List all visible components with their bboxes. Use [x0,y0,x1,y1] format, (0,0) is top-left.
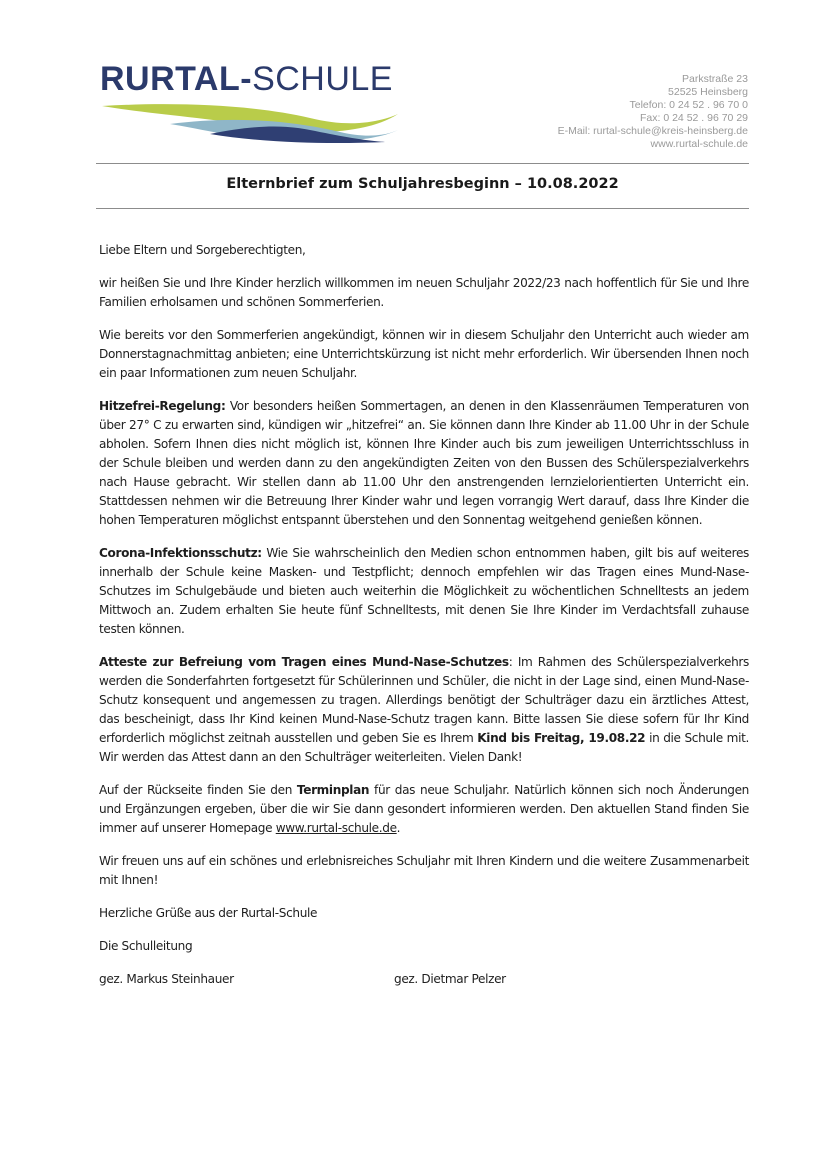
corona-label: Corona-Infektionsschutz: [99,546,262,560]
closing-greeting: Herzliche Grüße aus der Rurtal-Schule [99,906,318,920]
address-email: E-Mail: rurtal-schule@kreis-heinsberg.de [557,125,748,137]
header-divider-top [96,163,749,164]
certificates-tail: in die Schule mit. Wir werden das Attest dann an den Schulträger weiterleiten. Vielen Dank! [99,731,749,764]
paragraph-schedule: Wie bereits vor den Sommerferien angekündigt, können wir in diesem Schuljahr den Unterricht auch wieder am Donnerstagnachmittag anbieten; eine Unterrichtskürzung ist nicht mehr erforderlich. Wir übersenden Ihnen noch ein paar Informationen zum neuen Schuljahr. [99,328,749,380]
schedule-plan-label: Terminplan [296,783,370,797]
letter-title: Elternbrief zum Schuljahresbeginn – 10.08.2022 [226,176,619,192]
address-block [558,73,748,151]
address-street: Parkstraße 23 [682,73,748,85]
school-logo [100,60,400,144]
letter-body [99,241,749,989]
address-phone: Telefon: 0 24 52 . 96 70 0 [629,99,748,111]
paragraph-corona [99,544,749,639]
homepage-link[interactable]: www.rurtal-schule.de [275,821,397,835]
paragraph-heat-rule [99,397,749,530]
signature-steinhauer: gez. Markus Steinhauer [99,972,234,986]
signatures [99,970,749,989]
corona-text: Wie Sie wahrscheinlich den Medien schon entnommen haben, gilt bis auf weiteres innerhalb der Schule keine Masken- und Testpflicht; dennoch empfehlen wir das Tragen eines Mund-Nase-Schutzes im Schulgebäude und bieten auch weiterhin die Möglichkeit zu wöchentlichen Schnelltests an jedem Mittwoch an. Zudem erhalten Sie heute fünf Schnelltests, mit denen Sie Ihre Kinder im Verdachtsfall zuhause testen können. [99,546,749,636]
certificates-deadline: Kind bis Freitag, 19.08.22 [477,731,646,745]
header-divider-bottom [96,208,749,209]
address-website: www.rurtal-schule.de [650,138,748,150]
paragraph-schedule-plan: Auf der Rückseite finden Sie den Terminplan für das neue Schuljahr. Natürlich können sich noch Änderungen und Ergänzungen ergeben, über die wir Sie dann gesondert informieren werden. Den aktuellen Stand finden Sie immer auf unserer Homepage www.rurtal-schule.de. [99,783,749,835]
address-fax: Fax: 0 24 52 . 96 70 29 [640,112,748,124]
certificates-text: : Im Rahmen des Schülerspezialverkehrs werden die Sonderfahrten fortgesetzt für Schülerinnen und Schüler, die nicht in der Lage sind, einen Mund-Nase-Schutz konsequent und angemessen zu tragen. Allerdings benötigt der Schulträger dazu ein ärztliches Attest, das bescheinigt, dass Ihr Kind keinen Mund-Nase-Schutz tragen kann. Bitte lassen Sie diese sofern für Ihr Kind erforderlich möglichst zeitnah ausstellen und geben Sie es Ihrem [99,655,749,745]
salutation: Liebe Eltern und Sorgeberechtigten, [99,243,306,257]
paragraph-certificates [99,653,749,767]
logo-wordmark: RURTAL-SCHULE [100,60,393,98]
address-city: 52525 Heinsberg [668,86,748,98]
heat-rule-label: Hitzefrei-Regelung: [99,399,226,413]
signature-pelzer: gez. Dietmar Pelzer [394,972,506,986]
certificates-label: Atteste zur Befreiung vom Tragen eines Mund-Nase-Schutzes [99,655,509,669]
paragraph-outlook: Wir freuen uns auf ein schönes und erlebnisreiches Schuljahr mit Ihren Kindern und die weitere Zusammenarbeit mit Ihnen! [99,854,749,887]
logo-wave-graphic [100,100,400,144]
sender-line: Die Schulleitung [99,939,193,953]
heat-rule-text: Vor besonders heißen Sommertagen, an denen in den Klassenräumen Temperaturen von über 27° C zu erwarten sind, kündigen wir „hitzefrei“ an. Sie können dann Ihre Kinder ab 11.00 Uhr in der Schule abholen. Sofern Ihnen dies nicht möglich ist, können Ihre Kinder auch bis zum jeweiligen Unterrichtsschluss in der Schule bleiben und werden dann zu den angekündigten Zeiten von den Bussen des Schülerspezialverkehrs nach Hause gebracht. Wir stellen dann ab 11.00 Uhr den anstrengenden lernzielorientierten Unterricht ein. Stattdessen nehmen wir die Betreuung Ihrer Kinder wahr und legen vorrangig Wert darauf, dass Ihre Kinder die hohen Temperaturen möglichst entspannt überstehen und den Sonnentag weitgehend genießen können. [99,399,749,527]
paragraph-welcome: wir heißen Sie und Ihre Kinder herzlich willkommen im neuen Schuljahr 2022/23 nach hoffentlich für Sie und Ihre Familien erholsamen und schönen Sommerferien. [99,276,749,309]
